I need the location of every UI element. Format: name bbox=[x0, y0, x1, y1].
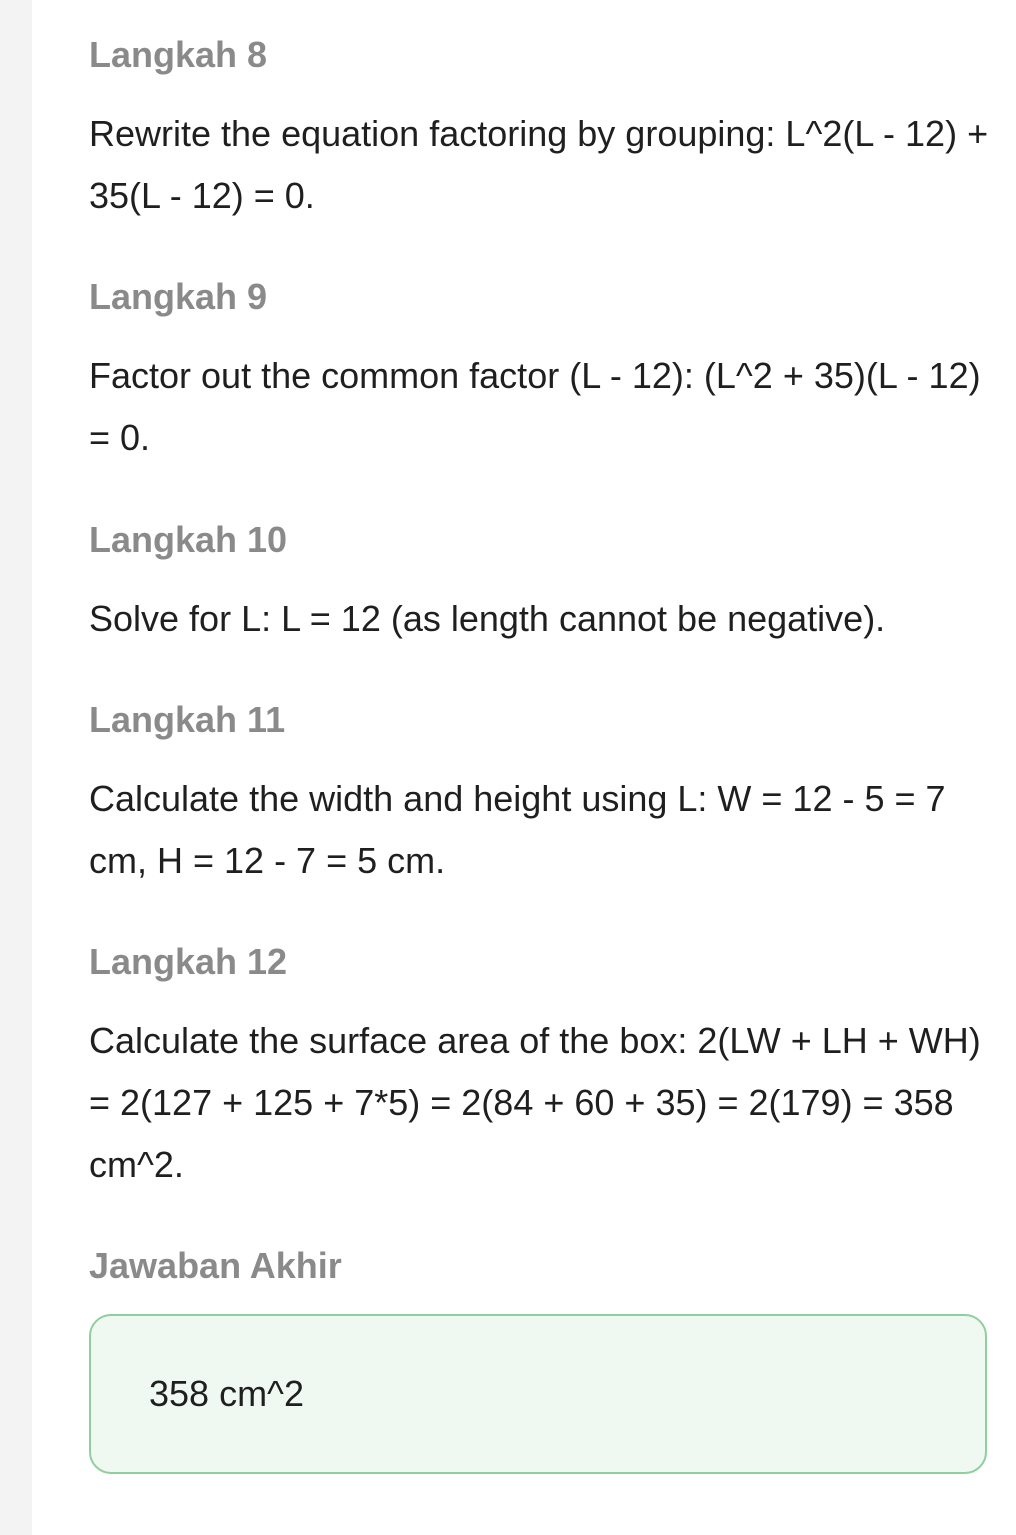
step-heading: Langkah 8 bbox=[89, 34, 268, 75]
step-10 bbox=[89, 518, 994, 650]
step-text: Calculate the surface area of the box: 2(LW + LH + WH) = 2(127 + 125 + 7*5) = 2(84 + 60 + 35) = 2(179) = 358 cm^2. bbox=[89, 1020, 981, 1185]
step-text: Rewrite the equation factoring by grouping: L^2(L - 12) + 35(L - 12) = 0. bbox=[89, 113, 989, 216]
final-answer-heading: Jawaban Akhir bbox=[89, 1245, 342, 1286]
step-heading: Langkah 12 bbox=[89, 941, 288, 982]
step-heading: Langkah 11 bbox=[89, 699, 286, 740]
step-8 bbox=[89, 33, 994, 227]
step-11 bbox=[89, 698, 994, 892]
final-answer-value: 358 cm^2 bbox=[149, 1373, 304, 1414]
left-rail bbox=[0, 0, 32, 1535]
step-heading: Langkah 9 bbox=[89, 276, 268, 317]
step-text: Solve for L: L = 12 (as length cannot be negative). bbox=[89, 598, 886, 639]
step-12 bbox=[89, 940, 994, 1196]
step-heading: Langkah 10 bbox=[89, 519, 288, 560]
step-text: Factor out the common factor (L - 12): (L^2 + 35)(L - 12) = 0. bbox=[89, 355, 981, 458]
step-9 bbox=[89, 275, 994, 469]
step-text: Calculate the width and height using L: W = 12 - 5 = 7 cm, H = 12 - 7 = 5 cm. bbox=[89, 778, 946, 881]
final-answer-box bbox=[89, 1314, 987, 1474]
